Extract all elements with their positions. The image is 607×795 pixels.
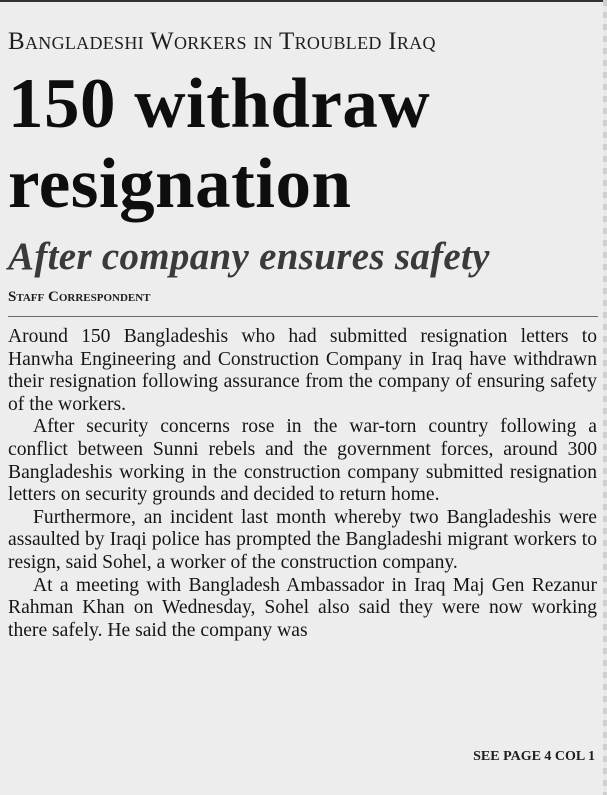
paragraph: After security concerns rose in the war-torn country following a conflict between Sunni rebels and the government forces, around 300 Bangladeshis working in the construction company submitted resignation letters on security grounds and decided to return home. bbox=[8, 416, 597, 506]
kicker: Bangladeshi Workers in Troubled Iraq bbox=[8, 28, 436, 55]
subheadline: After company ensures safety bbox=[8, 235, 490, 278]
byline-rule bbox=[8, 316, 598, 317]
jump-line[interactable]: SEE PAGE 4 COL 1 bbox=[473, 749, 595, 764]
torn-right-edge bbox=[603, 0, 607, 795]
article-body bbox=[8, 326, 597, 642]
headline: 150 withdraw resignation bbox=[8, 65, 431, 223]
top-border bbox=[0, 0, 607, 2]
paragraph: Around 150 Bangladeshis who had submitted resignation letters to Hanwha Engineering and Construction Company in Iraq have withdrawn their resignation following assurance from the company of ensuring safety of the workers. bbox=[8, 326, 597, 415]
paragraph: Furthermore, an incident last month whereby two Bangladeshis were assaulted by Iraqi police has prompted the Bangladeshi migrant workers to resign, said Sohel, a worker of the construction company. bbox=[8, 506, 597, 573]
byline: Staff Correspondent bbox=[8, 289, 151, 305]
paragraph: At a meeting with Bangladesh Ambassador in Iraq Maj Gen Rezanur Rahman Khan on Wednesday, Sohel also said they were now working there safely. He said the company was bbox=[8, 574, 597, 641]
